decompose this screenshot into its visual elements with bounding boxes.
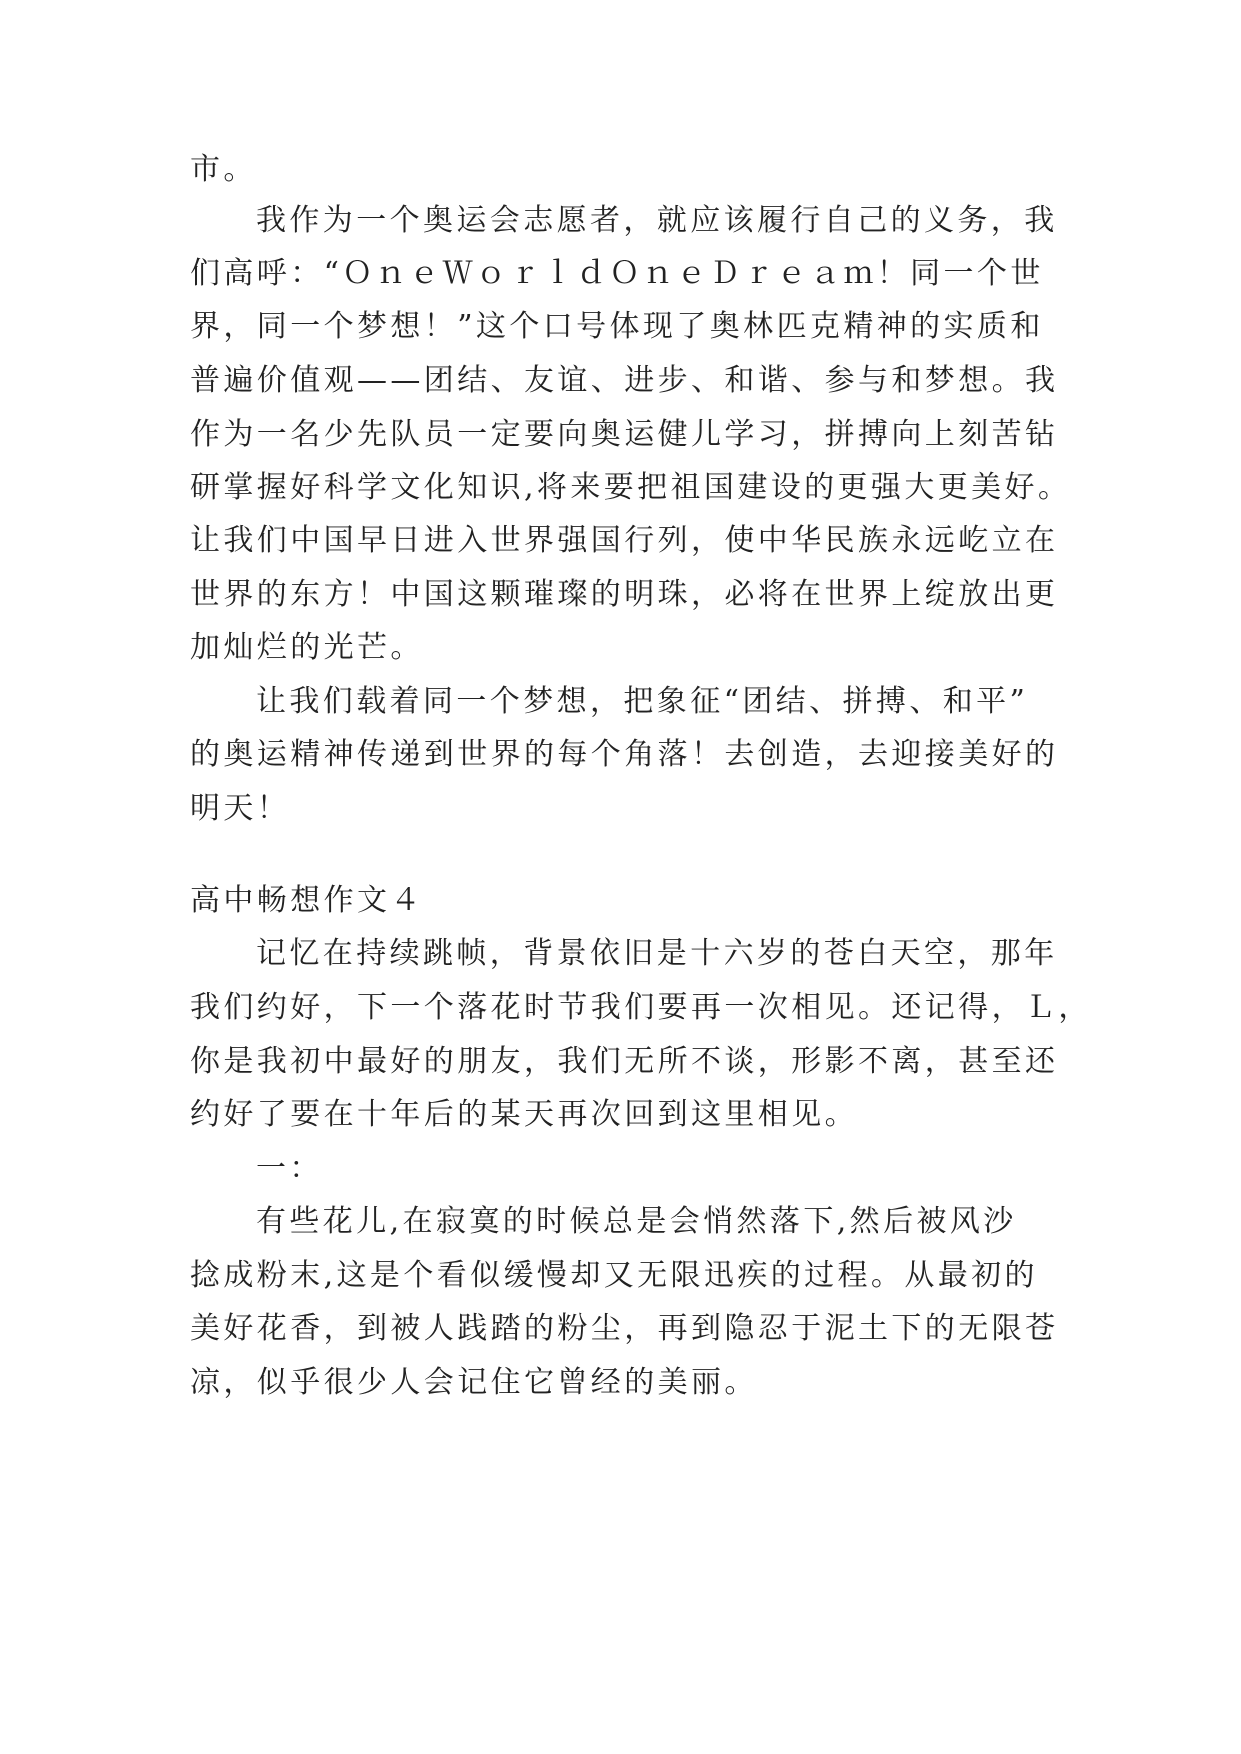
text-line: 记忆在持续跳帧，背景依旧是十六岁的苍白天空，那年 [256, 936, 1058, 971]
text-line: 作为一名少先队员一定要向奥运健儿学习，拼搏向上刻苦钻 [190, 417, 1059, 452]
text-line: 的奥运精神传递到世界的每个角落！去创造，去迎接美好的 [190, 737, 1059, 772]
text-line: 界，同一个梦想！”这个口号体现了奥林匹克精神的实质和 [190, 309, 1044, 344]
text-line: 我作为一个奥运会志愿者，就应该履行自己的义务，我 [256, 203, 1058, 238]
text-line: 们高呼：“ＯｎｅＷｏｒｌｄＯｎｅＤｒｅａｍ！同一个世 [190, 256, 1044, 291]
text-line: 市。 [190, 152, 257, 187]
text-line: 普遍价值观——团结、友谊、进步、和谐、参与和梦想。我 [190, 363, 1059, 398]
text-line: 凉，似乎很少人会记住它曾经的美丽。 [190, 1365, 758, 1400]
text-line: 我们约好，下一个落花时节我们要再一次相见。还记得，Ｌ， [190, 990, 1092, 1025]
text-line: 让我们载着同一个梦想，把象征“团结、拼搏、和平” [256, 684, 1029, 719]
section-heading: 高中畅想作文４ [190, 883, 424, 918]
text-line: 让我们中国早日进入世界强国行列，使中华民族永远屹立在 [190, 523, 1059, 558]
text-line: 有些花儿,在寂寞的时候总是会悄然落下,然后被风沙 [256, 1204, 1017, 1239]
text-line: 研掌握好科学文化知识,将来要把祖国建设的更强大更美好。 [190, 470, 1072, 505]
text-line: 你是我初中最好的朋友，我们无所不谈，形影不离，甚至还 [190, 1044, 1059, 1079]
subheading: 一： [256, 1151, 323, 1186]
text-line: 明天！ [190, 791, 291, 826]
text-line: 加灿烂的光芒。 [190, 630, 424, 665]
text-line: 约好了要在十年后的某天再次回到这里相见。 [190, 1097, 858, 1132]
text-line: 美好花香，到被人践踏的粉尘，再到隐忍于泥土下的无限苍 [190, 1311, 1059, 1346]
text-line: 捻成粉末,这是个看似缓慢却又无限迅疾的过程。从最初的 [190, 1258, 1038, 1293]
text-line: 世界的东方！中国这颗璀璨的明珠，必将在世界上绽放出更 [190, 577, 1059, 612]
